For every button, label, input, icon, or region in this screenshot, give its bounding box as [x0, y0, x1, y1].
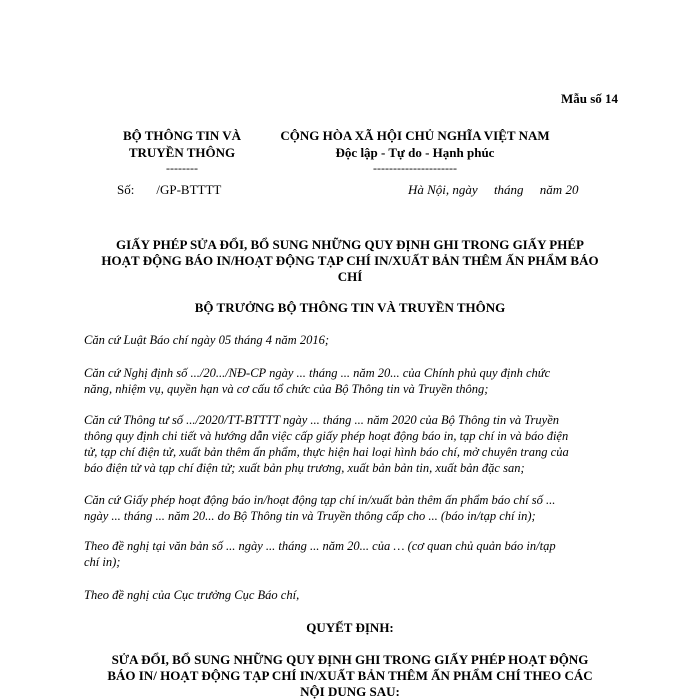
title-line-2: HOẠT ĐỘNG BÁO IN/HOẠT ĐỘNG TẠP CHÍ IN/XUẤT BẢN THÊM ẤN PHẨM BÁO: [101, 253, 599, 268]
content-title-line-1: SỬA ĐỔI, BỔ SUNG NHỮNG QUY ĐỊNH GHI TRONG GIẤY PHÉP HOẠT ĐỘNG: [111, 652, 589, 667]
legal-basis-4-line-2: ngày ... tháng ... năm 20... do Bộ Thông tin và Truyền thông cấp cho ... (báo in/tạp chí in);: [84, 509, 536, 523]
place-date: Hà Nội, ngày tháng năm 20: [408, 182, 579, 197]
legal-basis-3: [84, 412, 624, 476]
content-title: [80, 652, 620, 700]
legal-basis-3-line-2: thông quy định chi tiết và hướng dẫn việc cấp giấy phép hoạt động báo in, tạp chí in và báo điện: [84, 429, 569, 443]
document-number-label: Số:: [117, 182, 135, 197]
legal-basis-2: [84, 365, 624, 397]
legal-basis-1-text: Căn cứ Luật Báo chí ngày 05 tháng 4 năm 2016;: [84, 333, 329, 347]
legal-basis-6: [84, 587, 624, 603]
title-line-3: CHÍ: [337, 269, 363, 284]
document-number-suffix: /GP-BTTTT: [156, 182, 222, 197]
decision-heading: QUYẾT ĐỊNH:: [306, 620, 394, 635]
legal-basis-6-text: Theo đề nghị của Cục trưởng Cục Báo chí,: [84, 588, 300, 602]
national-header: [265, 127, 565, 175]
legal-basis-3-line-3: tử, tạp chí điện tử, xuất bản thêm ấn phẩm, thực hiện hai loại hình báo chí, mở chuyên trang của: [84, 445, 569, 459]
legal-basis-5: [84, 538, 624, 570]
content-title-line-2: BÁO IN/ HOẠT ĐỘNG TẠP CHÍ IN/XUẤT BẢN THÊM ẤN PHẨM CHÍ THEO CÁC: [107, 668, 593, 683]
agency-line-1: BỘ THÔNG TIN VÀ: [122, 128, 242, 143]
issuing-agency: [92, 127, 272, 175]
issuing-authority: BỘ TRƯỞNG BỘ THÔNG TIN VÀ TRUYỀN THÔNG: [194, 300, 506, 315]
document-number: [117, 182, 221, 198]
agency-line-2: TRUYỀN THÔNG: [128, 145, 236, 160]
legal-basis-3-line-4: báo điện tử và tạp chí điện tử; xuất bản phụ trương, xuất bản bản tin, xuất bản đặc san;: [84, 461, 525, 475]
legal-basis-2-line-2: năng, nhiệm vụ, quyền hạn và cơ cấu tổ chức của Bộ Thông tin và Truyền thông;: [84, 382, 489, 396]
agency-dashes: --------: [166, 161, 198, 175]
legal-basis-4: [84, 492, 624, 524]
document-title: [80, 237, 620, 285]
form-number: Mẫu số 14: [560, 91, 618, 106]
legal-basis-5-line-1: Theo đề nghị tại văn bản số ... ngày ... tháng ... năm 20... của … (cơ quan chủ quản báo in/tạp: [84, 539, 556, 553]
nation-name: CỘNG HÒA XÃ HỘI CHỦ NGHĨA VIỆT NAM: [280, 128, 550, 143]
motto-dashes: ---------------------: [373, 161, 457, 175]
title-line-1: GIẤY PHÉP SỬA ĐỔI, BỔ SUNG NHỮNG QUY ĐỊNH GHI TRONG GIẤY PHÉP: [116, 237, 584, 252]
legal-basis-4-line-1: Căn cứ Giấy phép hoạt động báo in/hoạt động tạp chí in/xuất bản thêm ấn phẩm báo chí số ...: [84, 493, 556, 507]
legal-basis-3-line-1: Căn cứ Thông tư số .../2020/TT-BTTTT ngày ... tháng ... năm 2020 của Bộ Thông tin và Truyền: [84, 413, 560, 427]
content-title-line-3: NỘI DUNG SAU:: [300, 684, 400, 699]
national-motto: Độc lập - Tự do - Hạnh phúc: [335, 145, 495, 160]
legal-basis-2-line-1: Căn cứ Nghị định số .../20.../NĐ-CP ngày ... tháng ... năm 20... của Chính phủ quy định chức: [84, 366, 551, 380]
legal-basis-1: [84, 332, 624, 348]
legal-basis-5-line-2: chí in);: [84, 555, 121, 569]
